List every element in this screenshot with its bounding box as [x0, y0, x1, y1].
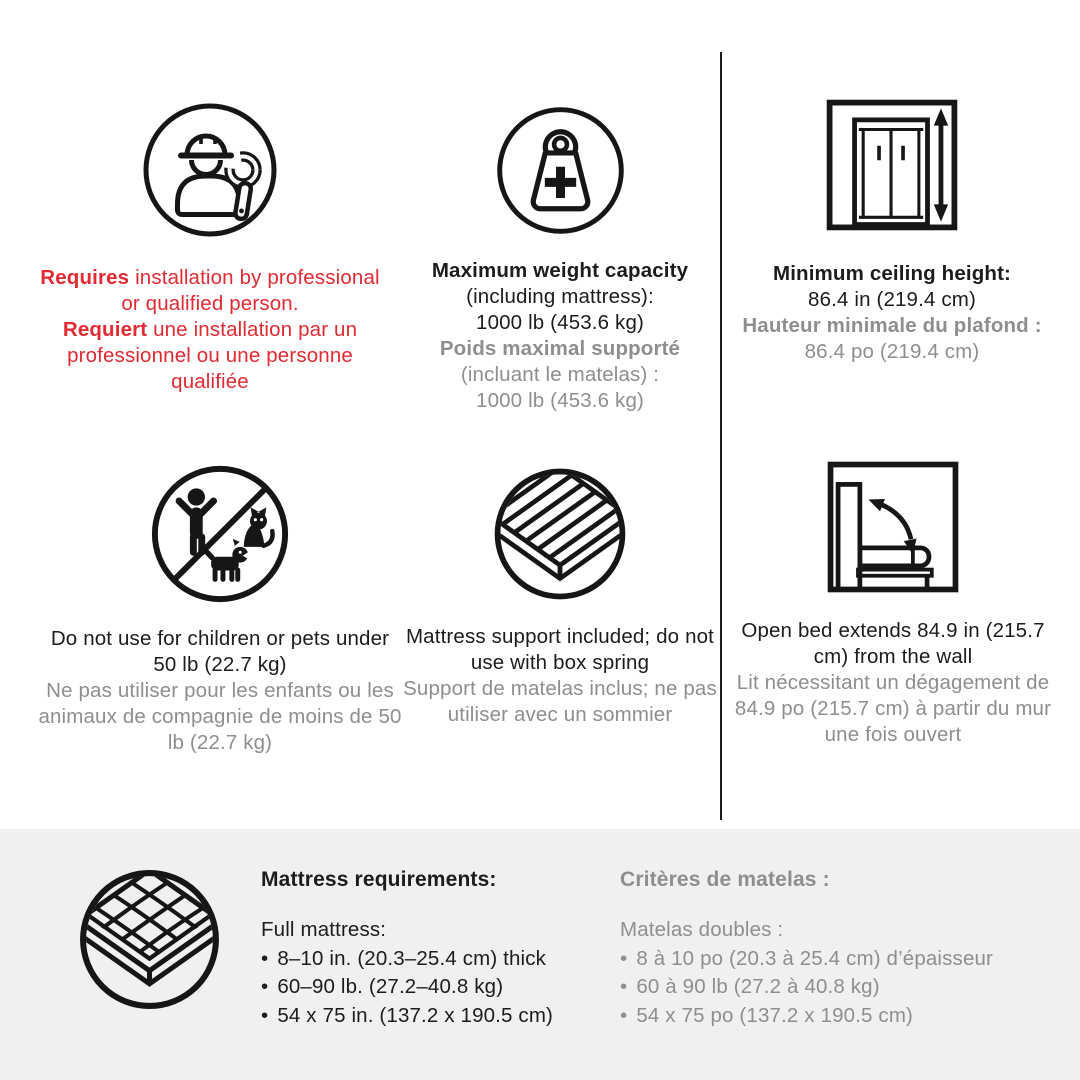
ceiling-height-icon: [820, 93, 964, 242]
bullet-icon: •: [261, 975, 269, 998]
list-item: [620, 945, 1060, 974]
mattress-bullet-fr-3: 54 x 75 po (137.2 x 190.5 cm): [636, 1003, 914, 1027]
installation-text-fr: Requiert une installation par un professionnel ou une personne qualifiée: [62, 318, 358, 393]
bullet-icon: •: [261, 946, 269, 970]
installation-text: [30, 265, 390, 395]
mattress-requirements-en: [261, 867, 606, 1030]
mattress-icon: [74, 864, 225, 1020]
mattress-support-icon: [489, 463, 631, 610]
installer-icon: [140, 100, 280, 245]
section-children-pets: [38, 460, 402, 756]
section-ceiling-height: [730, 93, 1054, 365]
ceiling-height-text: [742, 261, 1041, 365]
weight-capacity-text: [432, 258, 688, 414]
open-bed-text: [728, 618, 1058, 748]
mattress-bullet-en-3: 54 x 75 in. (137.2 x 190.5 cm): [277, 1003, 554, 1027]
section-open-bed: [728, 456, 1058, 748]
bullet-icon: •: [620, 975, 628, 998]
ceiling-value-en: 86.4 in (219.4 cm): [808, 288, 976, 311]
mattress-requirements-subtitle-fr: Matelas doubles :: [620, 918, 784, 941]
weight-line3-en: 1000 lb (453.6 kg): [476, 311, 644, 334]
list-item: [261, 1002, 606, 1031]
bullet-icon: •: [261, 1003, 269, 1027]
section-mattress-support: [398, 463, 722, 728]
mattress-requirements-title-en: Mattress requirements:: [261, 868, 497, 891]
list-item: [620, 1002, 1060, 1031]
ceiling-value-fr: 86.4 po (219.4 cm): [804, 340, 980, 363]
list-item: [620, 973, 1060, 1002]
ceiling-title-en: Minimum ceiling height:: [772, 262, 1012, 285]
mattress-bullet-fr-1: 8 à 10 po (20.3 à 25.4 cm) d’épaisseur: [636, 946, 994, 970]
mattress-support-text-fr: Support de matelas inclus; ne pas utiliser avec un sommier: [403, 677, 717, 726]
children-pets-text-en: Do not use for children or pets under 50 lb (22.7 kg): [50, 627, 390, 676]
section-installation: [30, 100, 390, 395]
weight-title-en: Maximum weight capacity: [431, 259, 689, 282]
section-weight-capacity: [398, 104, 722, 414]
open-bed-icon: [822, 456, 964, 603]
mattress-support-text-en: Mattress support included; do not use with box spring: [405, 625, 715, 674]
mattress-bullet-en-1: 8–10 in. (20.3–25.4 cm) thick: [277, 946, 547, 970]
weight-line2-fr: (incluant le matelas) :: [460, 363, 660, 386]
mattress-bullet-fr-2: 60 à 90 lb (27.2 à 40.8 kg): [636, 975, 880, 998]
weight-capacity-icon: [494, 104, 627, 242]
installation-text-en: Requires installation by professional or qualified person.: [40, 266, 380, 315]
bullet-icon: •: [620, 946, 628, 970]
mattress-requirements-title-fr: Critères de matelas :: [620, 868, 830, 891]
mattress-bullet-en-2: 60–90 lb. (27.2–40.8 kg): [277, 975, 504, 998]
weight-line2-en: (including mattress):: [466, 285, 654, 308]
weight-line3-fr: 1000 lb (453.6 kg): [476, 389, 644, 412]
bullet-icon: •: [620, 1003, 628, 1027]
mattress-requirements-fr: [620, 867, 1060, 1030]
children-pets-text: [38, 626, 402, 756]
no-children-pets-icon: [146, 460, 294, 613]
ceiling-title-fr: Hauteur minimale du plafond :: [742, 314, 1042, 337]
children-pets-text-fr: Ne pas utiliser pour les enfants ou les animaux de compagnie de moins de 50 lb (22.7 kg): [38, 679, 402, 754]
list-item: [261, 973, 606, 1002]
weight-title-fr: Poids maximal supporté: [439, 337, 681, 360]
mattress-requirements-subtitle-en: Full mattress:: [261, 918, 387, 941]
mattress-requirements-band: [0, 829, 1080, 1080]
open-bed-text-fr: Lit nécessitant un dégagement de 84.9 po (215.7 cm) à partir du mur une fois ouvert: [734, 671, 1052, 746]
mattress-support-text: [398, 624, 722, 728]
list-item: [261, 945, 606, 974]
open-bed-text-en: Open bed extends 84.9 in (215.7 cm) from the wall: [741, 619, 1045, 668]
